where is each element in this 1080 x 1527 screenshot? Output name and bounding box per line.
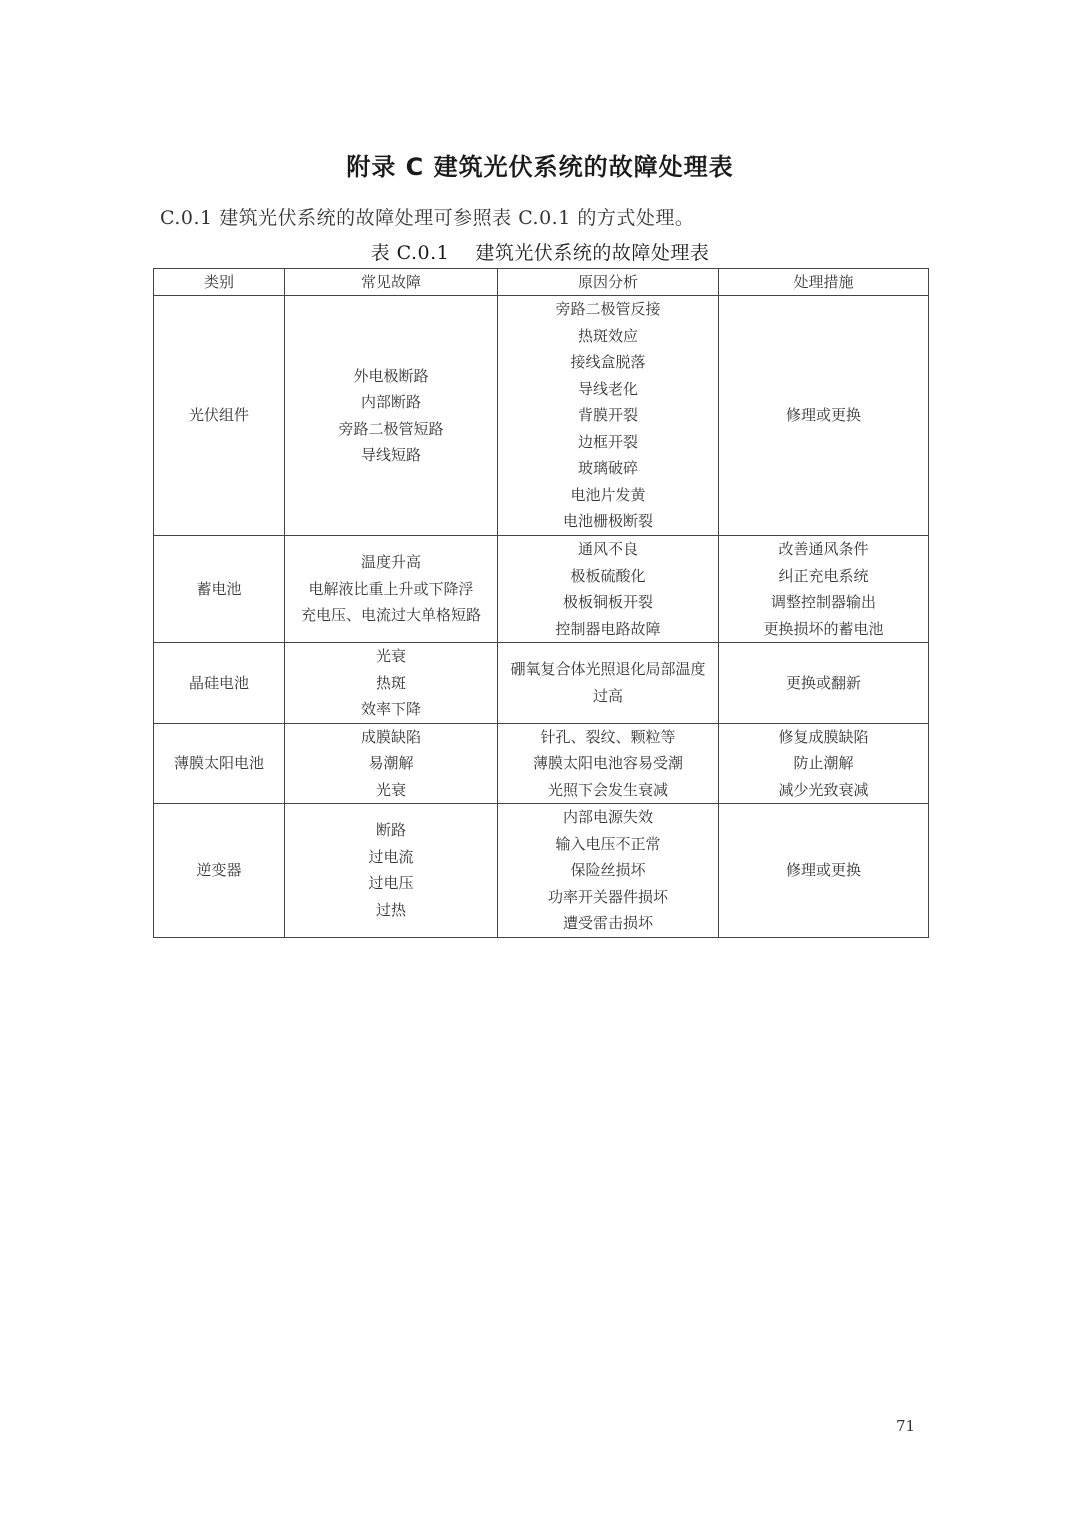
fault-item: 热斑 [375, 673, 406, 692]
fault-item: 充电压、电流过大单格短路 [300, 606, 481, 625]
measure-item: 防止潮解 [793, 754, 854, 772]
category-text: 光伏组件 [188, 406, 249, 425]
page-title: 附录 C 建筑光伏系统的故障处理表 [346, 153, 734, 181]
fault-item: 效率下降 [360, 700, 421, 718]
faults-cell [285, 723, 498, 804]
measure-item: 减少光致衰减 [778, 780, 869, 799]
table-row [154, 723, 929, 804]
fault-item: 断路 [375, 821, 406, 840]
fault-item: 光衰 [375, 780, 406, 799]
fault-item: 成膜缺陷 [360, 727, 421, 746]
cause-item: 光照下会发生衰减 [547, 780, 668, 799]
category-text: 晶硅电池 [188, 673, 249, 692]
cause-item: 输入电压不正常 [555, 834, 661, 853]
fault-item: 过电压 [368, 874, 414, 893]
cause-item: 遭受雷击损坏 [562, 914, 653, 932]
fault-item: 电解液比重上升或下降浮 [308, 579, 474, 598]
faults-cell [285, 536, 498, 643]
cause-item: 玻璃破碎 [577, 459, 638, 478]
fault-item: 过电流 [368, 847, 414, 866]
cause-item: 功率开关器件损坏 [547, 887, 668, 906]
measures-cell [719, 804, 929, 938]
category-cell [154, 643, 285, 724]
causes-cell [498, 723, 719, 804]
faults-cell [285, 296, 498, 536]
cause-item: 导线老化 [577, 379, 638, 398]
fault-item: 过热 [375, 900, 406, 919]
fault-item: 外电极断路 [353, 366, 429, 385]
table-row [154, 536, 929, 643]
cause-item: 背膜开裂 [577, 406, 638, 425]
measures-cell [719, 723, 929, 804]
fault-item: 内部断路 [360, 393, 421, 411]
table-row [154, 804, 929, 938]
category-text: 逆变器 [196, 861, 242, 879]
cause-item: 接线盒脱落 [570, 353, 646, 372]
measure-item: 调整控制器输出 [770, 593, 876, 611]
cause-item: 内部电源失效 [562, 808, 653, 826]
fault-item: 旁路二极管短路 [338, 419, 444, 438]
header-faults: 常见故障 [285, 269, 498, 296]
table-row [154, 296, 929, 536]
measure-item: 修理或更换 [785, 861, 861, 879]
table-header-row [154, 269, 929, 296]
header-measures: 处理措施 [719, 269, 929, 296]
cause-item: 边框开裂 [577, 432, 638, 451]
causes-cell [498, 536, 719, 643]
cause-item: 电池栅极断裂 [562, 512, 653, 531]
fault-item: 导线短路 [360, 446, 421, 464]
cause-item: 控制器电路故障 [555, 619, 661, 638]
causes-cell [498, 643, 719, 724]
cause-item: 针孔、裂纹、颗粒等 [540, 727, 676, 746]
cause-item: 硼氧复合体光照退化局部温度过高 [510, 660, 706, 705]
category-cell [154, 536, 285, 643]
header-causes: 原因分析 [498, 269, 719, 296]
measures-cell [719, 536, 929, 643]
causes-cell [498, 804, 719, 938]
fault-table [153, 268, 929, 938]
table-caption: 表 C.0.1 建筑光伏系统的故障处理表 [370, 242, 710, 264]
cause-item: 极板铜板开裂 [562, 593, 653, 611]
measure-item: 改善通风条件 [778, 540, 869, 558]
cause-item: 极板硫酸化 [570, 566, 646, 585]
cause-item: 热斑效应 [577, 326, 638, 345]
fault-item: 光衰 [375, 647, 406, 665]
measure-item: 更换损坏的蓄电池 [763, 619, 884, 638]
measure-item: 纠正充电系统 [778, 566, 869, 585]
measure-item: 修复成膜缺陷 [778, 727, 869, 746]
causes-cell [498, 296, 719, 536]
cause-item: 通风不良 [577, 540, 638, 558]
category-text: 蓄电池 [196, 579, 242, 598]
category-text: 薄膜太阳电池 [173, 754, 264, 772]
intro-paragraph: C.0.1 建筑光伏系统的故障处理可参照表 C.0.1 的方式处理。 [160, 207, 695, 229]
faults-cell [285, 643, 498, 724]
measure-item: 修理或更换 [785, 406, 861, 425]
header-category: 类别 [154, 269, 285, 296]
cause-item: 旁路二极管反接 [555, 300, 661, 319]
faults-cell [285, 804, 498, 938]
category-cell [154, 723, 285, 804]
fault-item: 易潮解 [368, 754, 414, 772]
cause-item: 薄膜太阳电池容易受潮 [532, 754, 683, 772]
fault-item: 温度升高 [360, 553, 421, 572]
measures-cell [719, 643, 929, 724]
category-cell [154, 804, 285, 938]
measures-cell [719, 296, 929, 536]
table-row [154, 643, 929, 724]
cause-item: 保险丝损坏 [570, 861, 646, 879]
measure-item: 更换或翻新 [785, 673, 861, 692]
page-number: 71 [896, 1417, 916, 1435]
category-cell [154, 296, 285, 536]
cause-item: 电池片发黄 [570, 485, 646, 504]
